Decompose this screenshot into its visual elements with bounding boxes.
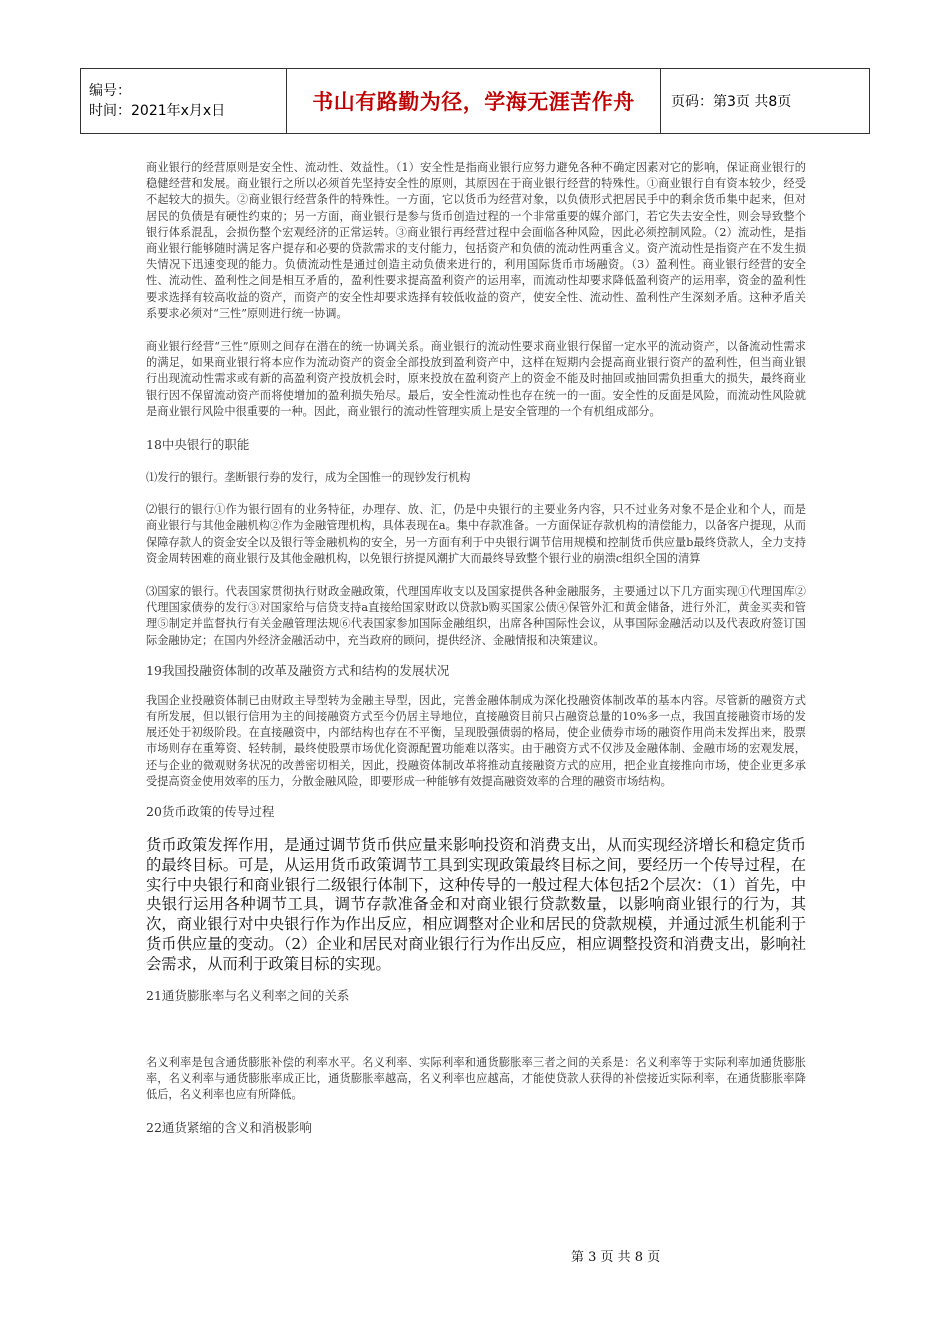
heading-20: 20货币政策的传导过程 [146,804,275,820]
paragraph-19: 我国企业投融资体制已由财政主导型转为金融主导型，因此，完善金融体制成为深化投融资体制改革的基本内容。尽管新的融资方式有所发展，但以银行信用为主的间接融资方式至今仍居主导地位，直接融资目前只占融资总量的10%多一点，我国直接融资市场的发展还处于初级阶段。在直接融资中，内部结构也存在不平衡，呈现股强债弱的格局，使企业债券市场的融资作用尚未发挥出来，股票市场则存在重筹资、轻转制，最终使股票市场优化资源配置功能难以落实。由于融资方式不仅涉及金融体制、金融市场的宏观发展，还与企业的微观财务状况的改善密切相关，因此，投融资体制改革将推动直接融资方式的应用，把企业直接推向市场，使企业更多承受提高资金使用效率的压力，分散金融风险，即要形成一种能够有效提高融资效率的合理的融资市场结构。 [146,693,806,788]
paragraph-21: 名义利率是包含通货膨胀补偿的利率水平。名义利率、实际利率和通货膨胀率三者之间的关系是：名义利率等于实际利率加通货膨胀率，名义利率与通货膨胀率成正比，通货膨胀率越高，名义利率也应越高，才能使贷款人获得的补偿接近实际利率，在通货膨胀率降低后，名义利率也应有所降低。 [146,1055,806,1102]
heading-18: 18中央银行的职能 [146,437,250,453]
paragraph-20: 货币政策发挥作用，是通过调节货币供应量来影响投资和消费支出，从而实现经济增长和稳定货币的最终目标。可是，从运用货币政策调节工具到实现政策最终目标之间，要经历一个传导过程，在实行中央银行和商业银行二级银行体制下，这种传导的一般过程大体包括2个层次：（1）首先，中央银行运用各种调节工具，调节存款准备金和对商业银行贷款数量，以影响商业银行的行为，其次，商业银行对中央银行作为作出反应，相应调整对企业和居民的贷款规模，并通过派生机能利于货币供应量的变动。（2）企业和居民对商业银行行为作出反应，相应调整投资和消费支出，影响社会需求，从而利于政策目标的实现。 [146,836,806,973]
document-header [80,68,870,134]
page-footer: 第 3 页 共 8 页 [571,1250,661,1265]
header-page-label: 页码：第3页 共8页 [661,69,870,134]
heading-21: 21通货膨胀率与名义利率之间的关系 [146,987,350,1003]
paragraph-18-bankers-bank: ⑵银行的银行①作为银行固有的业务特征，办理存、放、汇，仍是中央银行的主要业务内容，只不过业务对象不是企业和个人，而是商业银行与其他金融机构②作为金融管理机构，具体表现在a。集中存款准备。一方面保证存款机构的清偿能力，以备客户提现，从而保障存款人的资金安全以及银行等金融机构的安全，另一方面有利于中央银行调节信用规模和控制货币供应量b最终贷款人，全力支持资金周转困难的商业银行及其他金融机构，以免银行挤提风潮扩大而最终导致整个银行业的崩溃c组织全国的清算 [146,503,806,565]
paragraph-18-government-bank: ⑶国家的银行。代表国家贯彻执行财政金融政策，代理国库收支以及国家提供各种金融服务，主要通过以下几方面实现①代理国库②代理国家债券的发行③对国家给与信贷支持a直接给国家财政以贷款b购买国家公债④保管外汇和黄金储备，进行外汇，黄金买卖和管理⑤制定并监督执行有关金融管理法规⑥代表国家参加国际金融组织，出席各种国际性会议，从事国际金融活动以及代表政府签订国际金融协定；在国内外经济金融活动中，充当政府的顾问，提供经济、金融情报和决策建议。 [146,585,806,647]
paragraph-bank-principles: 商业银行的经营原则是安全性、流动性、效益性。（1）安全性是指商业银行应努力避免各种不确定因素对它的影响，保证商业银行的稳健经营和发展。商业银行之所以必须首先坚持安全性的原则，其原因在于商业银行经营的特殊性。①商业银行自有资本较少，经受不起较大的损失。②商业银行经营条件的特殊性。一方面，它以货币为经营对象，以负债形式把居民手中的剩余货币集中起来，但对居民的负债是有硬性约束的；另一方面，商业银行是参与货币创造过程的一个非常重要的媒介部门，若它失去安全性，则会导致整个银行体系混乱，会损伤整个宏观经济的正常运转。③商业银行再经营过程中会面临各种风险，因此必须控制风险。（2）流动性，是指商业银行能够随时满足客户提存和必要的贷款需求的支付能力，包括资产和负债的流动性两重含义。资产流动性是指资产在不发生损失情况下迅速变现的能力。负债流动性是通过创造主动负债来进行的，利用国际货币市场融资。（3）盈利性。商业银行经营的安全性、流动性、盈利性之间是相互矛盾的，盈利性要求提高盈利资产的运用率，而流动性却要求降低盈利资产的运用率，资金的盈利性要求选择有较高收益的资产，而资产的安全性却要求选择有较低收益的资产，使安全性、流动性、盈利性产生深刻矛盾。这种矛盾关系要求必须对“三性”原则进行统一协调。 [146,161,806,320]
heading-19: 19我国投融资体制的改革及融资方式和结构的发展状况 [146,662,450,678]
date-label: 时间：2021年x月x日 [89,103,226,119]
heading-22: 22通货紧缩的含义和消极影响 [146,1120,312,1136]
paragraph-three-principles-relation: 商业银行经营“三性”原则之间存在潜在的统一协调关系。商业银行的流动性要求商业银行保留一定水平的流动资产，以备流动性需求的满足，如果商业银行将本应作为流动资产的资金全部投放到盈利资产中，这样在短期内会提高商业银行资产的盈利性，但当商业银行出现流动性需求或有新的高盈利资产投放机会时，原来投放在盈利资产上的资金不能及时抽回或抽回需负担重大的损失，最终商业银行因不保留流动资产而将使增加的盈利损失殆尽。最后，安全性流动性也存在统一的一面。安全性的反面是风险，而流动性风险就是商业银行风险中很重要的一种。因此，商业银行的流动性管理实质上是安全管理的一个有机组成部分。 [146,340,806,418]
serial-number-label: 编号： [89,83,131,99]
document-body [146,160,806,1137]
header-motto: 书山有路勤为径，学海无涯苦作舟 [287,69,661,134]
paragraph-18-issuing-bank: ⑴发行的银行。垄断银行券的发行，成为全国惟一的现钞发行机构 [146,471,471,485]
header-meta [81,69,287,134]
